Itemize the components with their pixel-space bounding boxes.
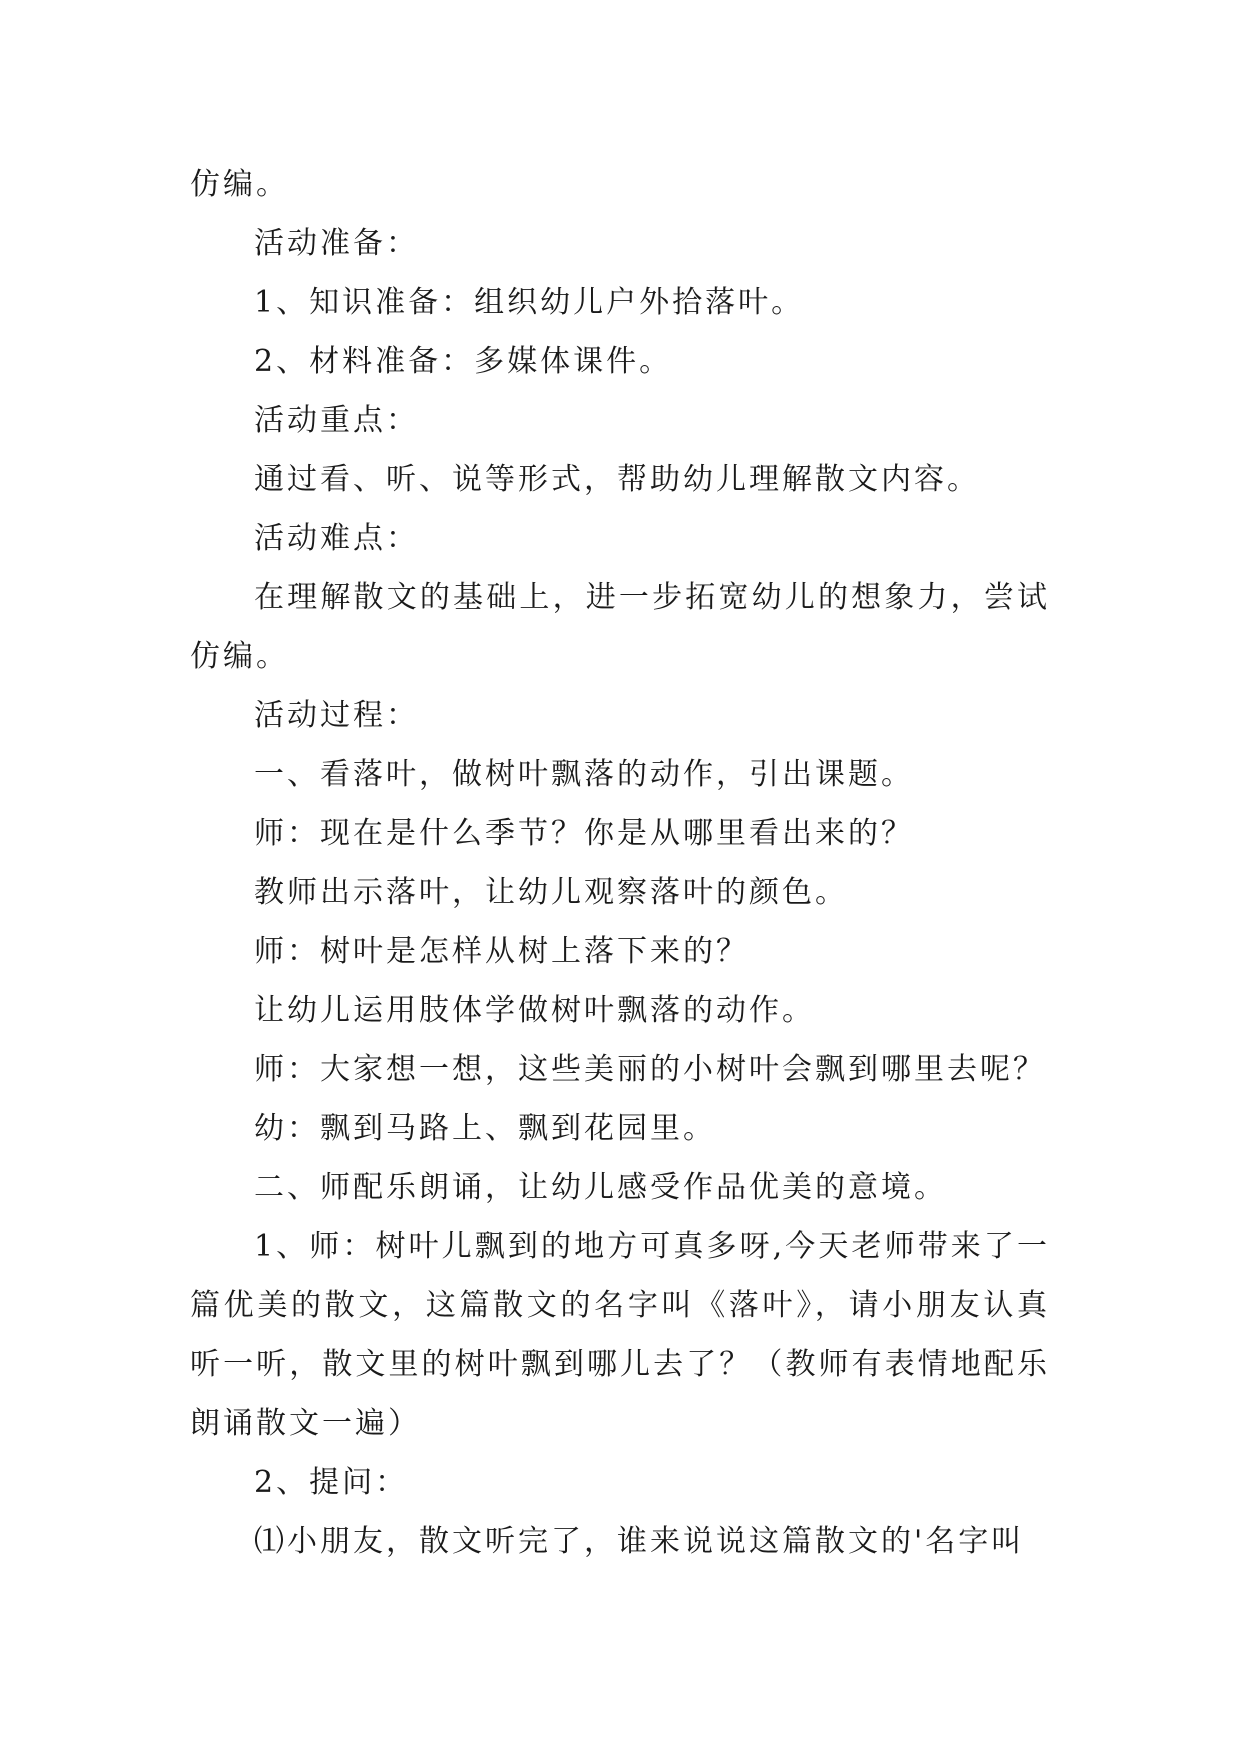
paragraph: 2、提问： (254, 1465, 409, 1500)
dialogue-line: 幼：飘到马路上、飘到花园里。 (254, 1111, 716, 1146)
section-heading: 活动过程： (254, 698, 419, 733)
paragraph: 通过看、听、说等形式，帮助幼儿理解散文内容。 (254, 462, 980, 497)
dialogue-line: 师：现在是什么季节？你是从哪里看出来的？ (254, 816, 914, 851)
paragraph: 教师出示落叶，让幼儿观察落叶的颜色。 (254, 875, 848, 910)
paragraph: 在理解散文的基础上，进一步拓宽幼儿的想象力，尝试仿编。 (190, 580, 1050, 674)
paragraph: 一、看落叶，做树叶飘落的动作，引出课题。 (254, 757, 914, 792)
document-body (190, 155, 1050, 1571)
paragraph: 让幼儿运用肢体学做树叶飘落的动作。 (254, 993, 815, 1028)
paragraph: 1、知识准备：组织幼儿户外拾落叶。 (254, 285, 805, 320)
paragraph: 仿编。 (190, 167, 289, 202)
paragraph: 1、师：树叶儿飘到的地方可真多呀,今天老师带来了一篇优美的散文，这篇散文的名字叫《落叶》，请小朋友认真听一听，散文里的树叶飘到哪儿去了？（教师有表情地配乐朗诵散文一遍） (190, 1229, 1050, 1441)
dialogue-line: 师：树叶是怎样从树上落下来的？ (254, 934, 749, 969)
section-heading: 活动重点： (254, 403, 419, 438)
section-heading: 活动准备： (254, 226, 419, 261)
dialogue-line: 师：大家想一想，这些美丽的小树叶会飘到哪里去呢？ (254, 1052, 1046, 1087)
paragraph: ⑴小朋友，散文听完了，谁来说说这篇散文的'名字叫 (254, 1524, 1025, 1559)
paragraph: 2、材料准备：多媒体课件。 (254, 344, 673, 379)
section-heading: 活动难点： (254, 521, 419, 556)
paragraph: 二、师配乐朗诵，让幼儿感受作品优美的意境。 (254, 1170, 947, 1205)
